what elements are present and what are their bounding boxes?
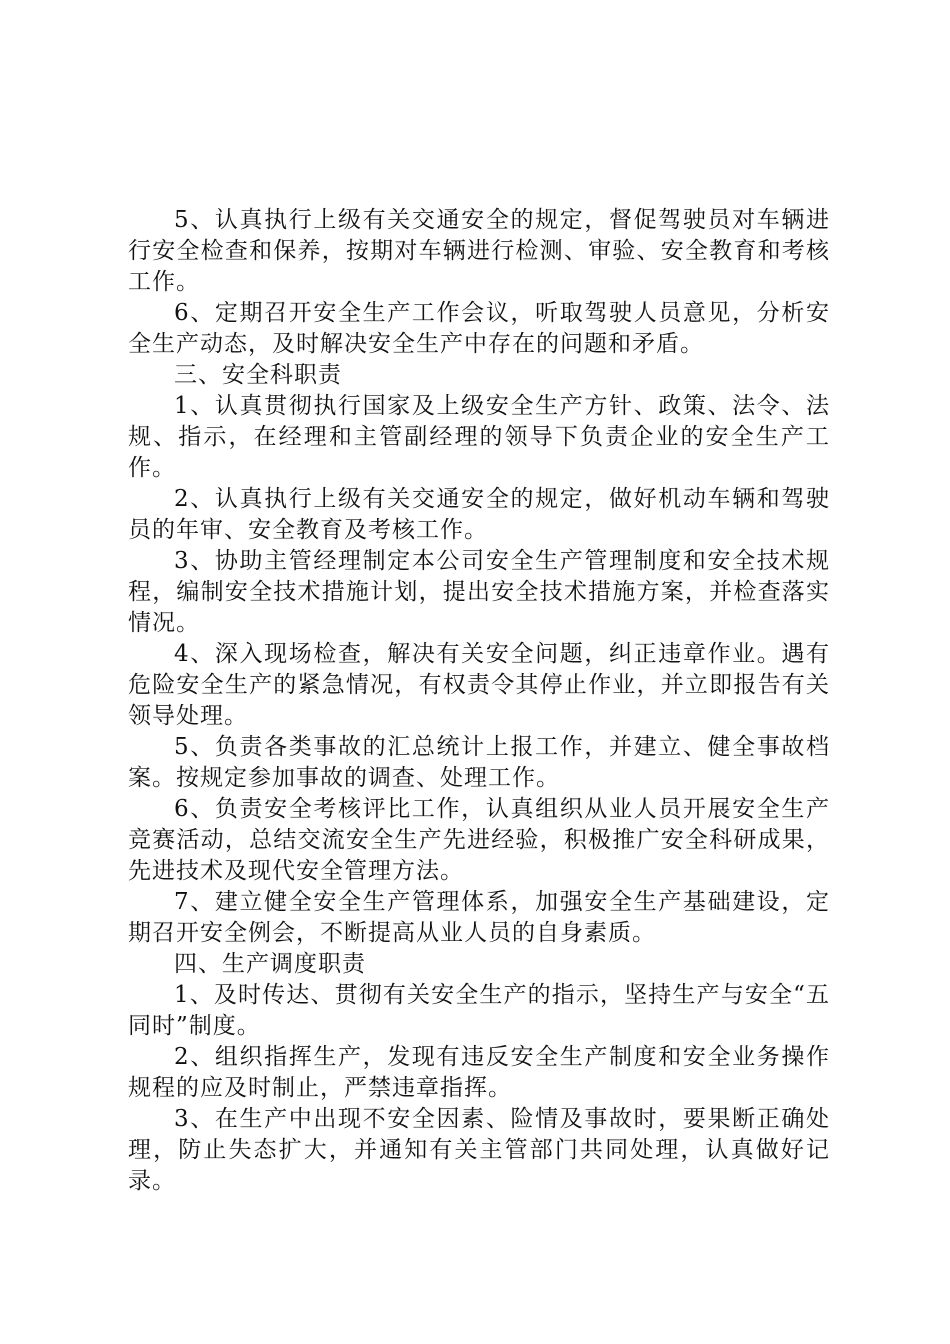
paragraph-safety-dept-7: 7、建立健全安全生产管理体系，加强安全生产基础建设，定期召开安全例会，不断提高从业人员的自身素质。: [128, 889, 830, 946]
paragraph-safety-dept-3: 3、协助主管经理制定本公司安全生产管理制度和安全技术规程，编制安全技术措施计划，提出安全技术措施方案，并检查落实情况。: [128, 548, 830, 636]
paragraph-vehicle-inspection: 5、认真执行上级有关交通安全的规定，督促驾驶员对车辆进行安全检查和保养，按期对车辆进行检测、审验、安全教育和考核工作。: [128, 207, 830, 295]
section-heading-safety-dept: 三、安全科职责: [174, 362, 342, 388]
paragraph-dispatch-3: 3、在生产中出现不安全因素、险情及事故时，要果断正确处理，防止失态扩大，并通知有关主管部门共同处理，认真做好记录。: [128, 1106, 830, 1194]
paragraph-safety-meeting: 6、定期召开安全生产工作会议，听取驾驶人员意见，分析安全生产动态，及时解决安全生产中存在的问题和矛盾。: [128, 300, 830, 357]
paragraph-safety-dept-5: 5、负责各类事故的汇总统计上报工作，并建立、健全事故档案。按规定参加事故的调查、处理工作。: [128, 734, 830, 791]
paragraph-dispatch-2: 2、组织指挥生产，发现有违反安全生产制度和安全业务操作规程的应及时制止，严禁违章指挥。: [128, 1044, 830, 1101]
document-body: [128, 205, 830, 1197]
paragraph-safety-dept-4: 4、深入现场检查，解决有关安全问题，纠正违章作业。遇有危险安全生产的紧急情况，有权责令其停止作业，并立即报告有关领导处理。: [128, 641, 830, 729]
paragraph-dispatch-1: 1、及时传达、贯彻有关安全生产的指示，坚持生产与安全“五同时”制度。: [128, 982, 830, 1039]
section-heading-dispatch: 四、生产调度职责: [174, 951, 366, 977]
paragraph-safety-dept-1: 1、认真贯彻执行国家及上级安全生产方针、政策、法令、法规、指示，在经理和主管副经理的领导下负责企业的安全生产工作。: [128, 393, 830, 481]
paragraph-safety-dept-2: 2、认真执行上级有关交通安全的规定，做好机动车辆和驾驶员的年审、安全教育及考核工作。: [128, 486, 830, 543]
paragraph-safety-dept-6: 6、负责安全考核评比工作，认真组织从业人员开展安全生产竞赛活动，总结交流安全生产先进经验，积极推广安全科研成果，先进技术及现代安全管理方法。: [128, 796, 830, 884]
